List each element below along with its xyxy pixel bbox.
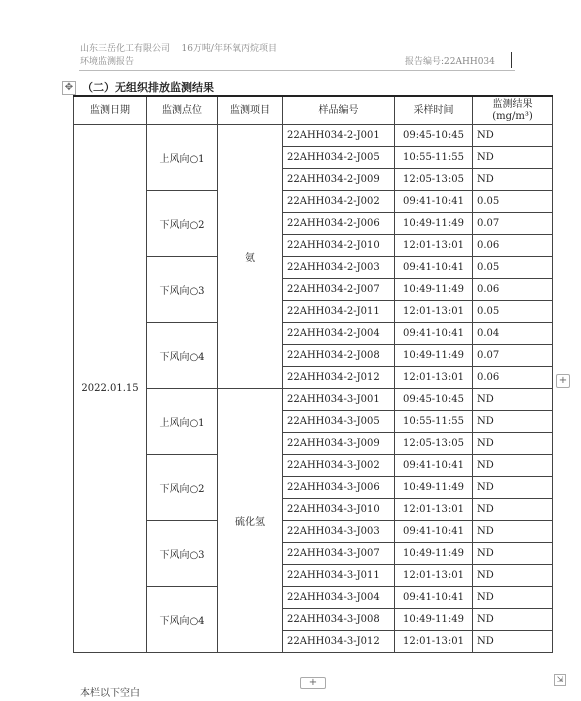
time-cell: 10:55-11:55	[395, 411, 473, 433]
result-cell: ND	[473, 609, 553, 631]
result-cell: 0.07	[473, 345, 553, 367]
sample-cell: 22AHH034-3-J002	[283, 455, 395, 477]
sample-cell: 22AHH034-2-J005	[283, 147, 395, 169]
point-cell: 下风向○4	[147, 587, 218, 653]
sample-cell: 22AHH034-2-J011	[283, 301, 395, 323]
time-cell: 09:41-10:41	[395, 521, 473, 543]
table-row	[74, 125, 553, 147]
result-cell: ND	[473, 147, 553, 169]
point-cell: 下风向○2	[147, 455, 218, 521]
time-cell: 09:41-10:41	[395, 323, 473, 345]
header-line-1	[80, 43, 277, 55]
col-header-point: 监测点位	[147, 96, 218, 125]
sample-cell: 22AHH034-3-J005	[283, 411, 395, 433]
table-header-row	[74, 96, 553, 125]
resize-handle-icon[interactable]: ⇲	[554, 674, 566, 686]
result-cell: ND	[473, 543, 553, 565]
time-cell: 12:01-13:01	[395, 301, 473, 323]
add-row-icon[interactable]: +	[300, 677, 326, 689]
result-cell: ND	[473, 169, 553, 191]
report-number-label: 报告编号:	[405, 57, 445, 67]
col-header-time: 采样时间	[395, 96, 473, 125]
sample-cell: 22AHH034-3-J009	[283, 433, 395, 455]
result-cell: ND	[473, 565, 553, 587]
result-cell: 0.04	[473, 323, 553, 345]
sample-cell: 22AHH034-2-J010	[283, 235, 395, 257]
report-type: 环境监测报告	[80, 57, 135, 67]
date-cell: 2022.01.15	[74, 125, 147, 653]
sample-cell: 22AHH034-2-J012	[283, 367, 395, 389]
time-cell: 09:41-10:41	[395, 587, 473, 609]
sample-cell: 22AHH034-3-J012	[283, 631, 395, 653]
col-header-result	[473, 96, 553, 125]
point-cell: 上风向○1	[147, 125, 218, 191]
report-number-value: 22AHH034	[444, 57, 495, 67]
item-cell: 氨	[218, 125, 283, 389]
point-cell: 下风向○3	[147, 521, 218, 587]
time-cell: 09:41-10:41	[395, 455, 473, 477]
sample-cell: 22AHH034-3-J001	[283, 389, 395, 411]
time-cell: 12:01-13:01	[395, 499, 473, 521]
time-cell: 09:41-10:41	[395, 191, 473, 213]
table-move-handle-icon[interactable]: ✥	[62, 81, 76, 95]
sample-cell: 22AHH034-2-J007	[283, 279, 395, 301]
text-cursor	[511, 52, 512, 68]
header-divider	[79, 70, 515, 71]
result-cell: 0.06	[473, 279, 553, 301]
col-header-result-label: 监测结果	[492, 98, 533, 110]
result-cell: ND	[473, 125, 553, 147]
result-cell: ND	[473, 631, 553, 653]
sample-cell: 22AHH034-3-J010	[283, 499, 395, 521]
sample-cell: 22AHH034-2-J001	[283, 125, 395, 147]
time-cell: 12:01-13:01	[395, 631, 473, 653]
section-title: （二）无组织排放监测结果	[82, 81, 214, 94]
col-header-item: 监测项目	[218, 96, 283, 125]
sample-cell: 22AHH034-3-J011	[283, 565, 395, 587]
time-cell: 09:45-10:45	[395, 389, 473, 411]
time-cell: 10:55-11:55	[395, 147, 473, 169]
result-cell: 0.07	[473, 213, 553, 235]
footer-note: 本栏以下空白	[80, 688, 140, 699]
report-number	[405, 56, 495, 68]
sample-cell: 22AHH034-3-J008	[283, 609, 395, 631]
time-cell: 09:45-10:45	[395, 125, 473, 147]
time-cell: 10:49-11:49	[395, 345, 473, 367]
sample-cell: 22AHH034-3-J006	[283, 477, 395, 499]
col-header-sample: 样品编号	[283, 96, 395, 125]
sample-cell: 22AHH034-2-J008	[283, 345, 395, 367]
sample-cell: 22AHH034-2-J009	[283, 169, 395, 191]
result-cell: ND	[473, 521, 553, 543]
time-cell: 12:01-13:01	[395, 367, 473, 389]
company-name: 山东三岳化工有限公司	[80, 44, 171, 54]
sample-cell: 22AHH034-2-J006	[283, 213, 395, 235]
point-cell: 下风向○2	[147, 191, 218, 257]
time-cell: 09:41-10:41	[395, 257, 473, 279]
sample-cell: 22AHH034-2-J003	[283, 257, 395, 279]
sample-cell: 22AHH034-2-J004	[283, 323, 395, 345]
result-cell: 0.05	[473, 191, 553, 213]
time-cell: 12:05-13:05	[395, 433, 473, 455]
result-cell: ND	[473, 389, 553, 411]
result-cell: ND	[473, 433, 553, 455]
result-cell: ND	[473, 455, 553, 477]
sample-cell: 22AHH034-3-J007	[283, 543, 395, 565]
sample-cell: 22AHH034-2-J002	[283, 191, 395, 213]
result-cell: ND	[473, 499, 553, 521]
time-cell: 12:01-13:01	[395, 565, 473, 587]
point-cell: 下风向○4	[147, 323, 218, 389]
item-cell: 硫化氢	[218, 389, 283, 653]
col-header-date: 监测日期	[74, 96, 147, 125]
result-cell: 0.06	[473, 235, 553, 257]
point-cell: 下风向○3	[147, 257, 218, 323]
result-cell: ND	[473, 587, 553, 609]
sample-cell: 22AHH034-3-J004	[283, 587, 395, 609]
result-cell: 0.05	[473, 301, 553, 323]
time-cell: 10:49-11:49	[395, 543, 473, 565]
result-cell: ND	[473, 477, 553, 499]
result-cell: 0.05	[473, 257, 553, 279]
result-cell: ND	[473, 411, 553, 433]
sample-cell: 22AHH034-3-J003	[283, 521, 395, 543]
time-cell: 10:49-11:49	[395, 477, 473, 499]
time-cell: 10:49-11:49	[395, 609, 473, 631]
point-cell: 上风向○1	[147, 389, 218, 455]
result-cell: 0.06	[473, 367, 553, 389]
time-cell: 10:49-11:49	[395, 279, 473, 301]
monitoring-table	[73, 95, 553, 653]
project-name: 16万吨/年环氧丙烷项目	[181, 44, 277, 54]
time-cell: 12:01-13:01	[395, 235, 473, 257]
time-cell: 10:49-11:49	[395, 213, 473, 235]
col-header-result-unit: (mg/m³)	[492, 110, 533, 122]
add-column-icon[interactable]: +	[556, 374, 570, 388]
time-cell: 12:05-13:05	[395, 169, 473, 191]
